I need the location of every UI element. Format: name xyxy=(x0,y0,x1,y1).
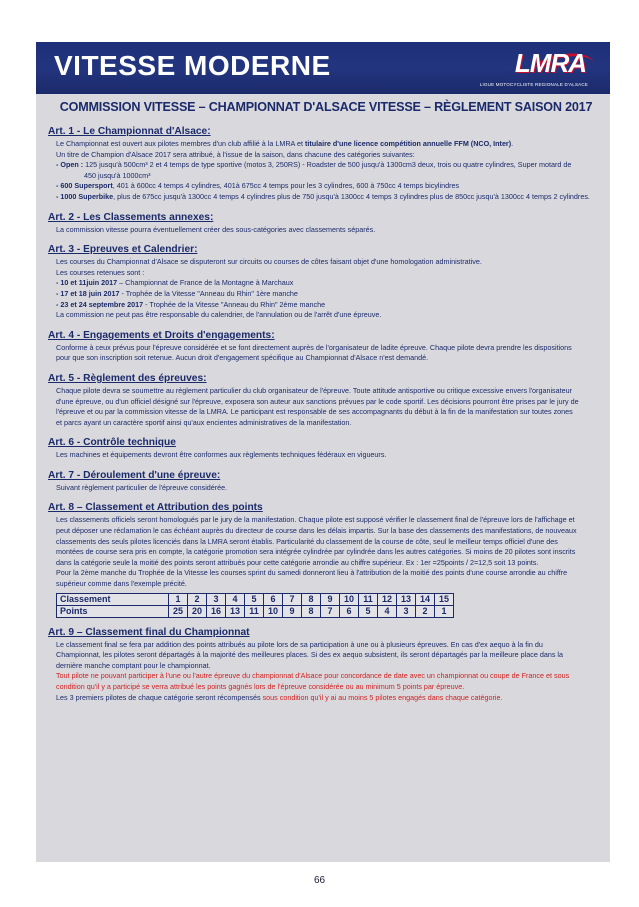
article-2-heading: Art. 2 - Les Classements annexes: xyxy=(48,211,214,223)
document-title: COMMISSION VITESSE – CHAMPIONNAT D'ALSACE VITESSE – RÈGLEMENT SAISON 2017 xyxy=(59,100,593,114)
points-cell: 2 xyxy=(416,605,435,617)
article-1-line: Le Championnat est ouvert aux pilotes membres d'un club affilié à la LMRA et titulaire d'une licence compétition annuelle FFM (NCO, Inter). xyxy=(56,139,514,148)
article-1-open-cont: 450 jusqu'à 1000cm³ xyxy=(84,170,151,180)
article-8-heading: Art. 8 – Classement et Attribution des points xyxy=(48,502,263,514)
article-1-superbike: - 1000 Superbike, plus de 675cc jusqu'à 1300cc 4 temps 4 cylindres plus de 750 jusqu'à 1300cc 4 temps 3 cylindres plus de 850cc jusqu'à 1300cc 4 temps 2 cylindres. xyxy=(56,191,590,201)
table-label-ranks: Classement xyxy=(57,593,169,605)
event-item: - 23 et 24 septembre 2017 - Trophée de la Vitesse "Anneau du Rhin" 2ème manche xyxy=(56,299,326,309)
event-item: - 17 et 18 juin 2017 - Trophée de la Vitesse "Anneau du Rhin" 1ère manche xyxy=(56,288,298,298)
article-5-line: et parcs ayant un caractère sportif ainsi qu'aux encientes administratives de la manifestation. xyxy=(56,417,352,427)
rank-cell: 11 xyxy=(359,593,378,605)
article-6-heading: Art. 6 - Contrôle technique xyxy=(48,437,176,449)
article-9-line: Les 3 premiers pilotes de chaque catégorie seront récompensés sous condition qu'il y ai au moins 5 pilotes engagés dans chaque catégorie. xyxy=(56,692,503,702)
logo-text: LMRA xyxy=(514,48,586,78)
article-7-line: Suivant règlement particulier de l'épreuve considérée. xyxy=(56,482,228,492)
points-cell: 10 xyxy=(264,605,283,617)
article-6-line: Les machines et équipements devront être conformes aux règlements techniques fédéraux en vigueurs. xyxy=(56,450,387,460)
article-8-line: Pour la 2ème manche du Trophée de la Vitesse les courses sprint du samedi donneront lieu à l'attribution de la moitié des points d'une course arrondie au chiffre xyxy=(56,568,568,578)
article-5-line: l'épreuve et ou par la commission vitesse de la LMRA. Le participant est responsable de ses accompagnants du début à la fin de la manifestation sur toutes zones xyxy=(56,407,573,417)
points-cell: 4 xyxy=(378,605,397,617)
rank-cell: 9 xyxy=(321,593,340,605)
rank-cell: 15 xyxy=(435,593,454,605)
article-7 xyxy=(48,470,604,494)
header-banner xyxy=(36,42,610,94)
points-cell: 1 xyxy=(435,605,454,617)
article-5-line: Chaque pilote devra se soumettre au règlement particulier du club organisateur de l'épreuve. Toute attitude antisportive ou critique excessive envers l'organisateur xyxy=(56,385,573,395)
points-cell: 8 xyxy=(302,605,321,617)
points-cell: 11 xyxy=(245,605,264,617)
article-7-heading: Art. 7 - Déroulement d'une épreuve: xyxy=(48,469,221,481)
logo-subtitle: LIGUE MOTOCYCLISTE REGIONALE D'ALSACE xyxy=(479,82,588,87)
points-cell: 13 xyxy=(226,605,245,617)
points-cell: 9 xyxy=(283,605,302,617)
rank-cell: 2 xyxy=(188,593,207,605)
table-label-points: Points xyxy=(57,605,169,617)
rank-cell: 6 xyxy=(264,593,283,605)
banner-title: VITESSE MODERNE xyxy=(54,50,331,81)
document-body xyxy=(48,96,604,712)
rank-cell: 5 xyxy=(245,593,264,605)
article-8-line: dans la catégorie seule la moitié des points seront attribués pour cette catégorie arrondie au chiffre supérieur. Ex : 1er =25points / 2=12,5 soit 13 points. xyxy=(56,557,539,567)
article-9-line: Championnat, les pilotes seront départagés à la majorité des meilleures places. Si des ex aequo subsistent, ils seront départagés par la meilleure place dans la xyxy=(56,650,564,660)
article-3-line: La commission ne peut pas être responsable du calendrier, de l'annulation ou de l'arrêt d'une épreuve. xyxy=(56,310,382,320)
article-9-heading: Art. 9 – Classement final du Championnat xyxy=(48,626,250,638)
points-cell: 3 xyxy=(397,605,416,617)
lmra-logo xyxy=(476,48,594,88)
points-cell: 20 xyxy=(188,605,207,617)
points-cell: 25 xyxy=(169,605,188,617)
article-1 xyxy=(48,126,604,203)
points-cell: 16 xyxy=(207,605,226,617)
rank-cell: 13 xyxy=(397,593,416,605)
rank-cell: 10 xyxy=(340,593,359,605)
rank-cell: 3 xyxy=(207,593,226,605)
event-item: - 10 et 11juin 2017 – Championnat de France de la Montagne à Marchaux xyxy=(56,278,294,288)
article-4-heading: Art. 4 - Engagements et Droits d'engagements: xyxy=(48,329,275,341)
article-6 xyxy=(48,437,604,461)
rank-cell: 14 xyxy=(416,593,435,605)
watermark-icon: ◌ xyxy=(300,395,317,426)
article-8-line: peut déposer une réclamation le cas échéant auprès du directeur de course dans les délais impartis. Sur la base des classements des manifestations, de nouveaux xyxy=(56,526,577,536)
article-3-line: Les courses du Championnat d'Alsace se disputeront sur circuits ou courses de côtes faisant objet d'une homologation administrative. xyxy=(56,257,482,267)
rank-cell: 7 xyxy=(283,593,302,605)
rank-cell: 8 xyxy=(302,593,321,605)
points-table xyxy=(56,593,454,618)
article-8 xyxy=(48,502,604,617)
article-4-line: pour que son inscription soit retenue. Aucun droit d'engagement spécifique au Championnat d'Alsace n'est demandé. xyxy=(56,353,429,363)
article-8-line: Les classements officiels seront homologués par le jury de la manifestation. Chaque pilote est supposé vérifier le classement final de l'épreuve lors de l'affichage et xyxy=(56,515,575,525)
article-5 xyxy=(48,373,604,428)
points-cell: 7 xyxy=(321,605,340,617)
article-8-line: montées de course sera pris en compte, la catégorie promotion sera intégrée cylindrée par cylindrée dans les autres catégories. Si moins de 20 pilotes sont inscrits xyxy=(56,547,576,557)
rank-cell: 4 xyxy=(226,593,245,605)
table-row-ranks xyxy=(57,593,454,605)
article-1-supersport: - 600 Supersport, 401 à 600cc 4 temps 4 cylindres, 401à 675cc 4 temps pour les 3 cylindres, 600 à 750cc 4 temps bicylindres xyxy=(56,181,460,191)
article-1-heading: Art. 1 - Le Championnat d'Alsace: xyxy=(48,126,211,137)
article-1-line: Un titre de Champion d'Alsace 2017 sera attribué, à l'issue de la saison, dans chacune des catégories suivantes: xyxy=(56,149,415,159)
article-8-line: classements des seuls pilotes licenciés dans la LMRA seront établis. Particularité du classement de la course de côte, seul le meilleur temps officiel d'une des xyxy=(56,536,558,546)
points-cell: 5 xyxy=(359,605,378,617)
article-9 xyxy=(48,627,604,704)
article-9-line: Le classement final se fera par addition des points attribués au pilote lors de sa participation à une ou à plusieurs épreuves. En cas d'ex aequo à la fin du xyxy=(56,639,543,649)
article-2-line: La commission vitesse pourra éventuellement créer des sous-catégories avec classements séparés. xyxy=(56,224,376,234)
article-9-line: dernière manche comptant pour le championnat. xyxy=(56,660,211,670)
points-cell: 6 xyxy=(340,605,359,617)
page-number: 66 xyxy=(313,875,326,886)
article-5-heading: Art. 5 - Règlement des épreuves: xyxy=(48,372,207,384)
table-row-points xyxy=(57,605,454,617)
article-3-heading: Art. 3 - Epreuves et Calendrier: xyxy=(48,244,198,256)
article-4 xyxy=(48,330,604,364)
article-1-open: - Open : 125 jusqu'à 500cm³ 2 et 4 temps de type sportive (motos 3, 250RS) - Roadster de 500 jusqu'à 1300cm3 deux, trois ou quatre cylindres, Super motard de xyxy=(56,160,572,170)
article-5-line: d'une épreuve, ou d'un officiel désigné sur l'épreuve, exposera son auteur aux sanctions prévues par le code sportif. Les décisions pourront être prises par le jury de xyxy=(56,396,579,406)
rank-cell: 1 xyxy=(169,593,188,605)
rank-cell: 12 xyxy=(378,593,397,605)
article-2 xyxy=(48,212,604,236)
article-4-line: Conforme à ceux prévus pour l'épreuve considérée et se font directement auprès de l'organisateur de ladite épreuve. Chaque pilote devra prendre les dispositions xyxy=(56,342,572,352)
article-9-red-line: condition qu'il y a participé se verra attribué les points gagnés lors de l'épreuve considérée ou au minimum 5 points par épreuve. xyxy=(56,682,465,691)
article-3-line: Les courses retenues sont : xyxy=(56,267,145,277)
article-9-red-line: Tout pilote ne pouvant participer à l'une ou l'autre épreuve du championnat d'Alsace pour concordance de date avec un championnat ou coupe de France et sous xyxy=(56,671,570,681)
article-8-line: supérieur comme dans l'exemple précité. xyxy=(56,579,187,589)
article-3 xyxy=(48,244,604,321)
